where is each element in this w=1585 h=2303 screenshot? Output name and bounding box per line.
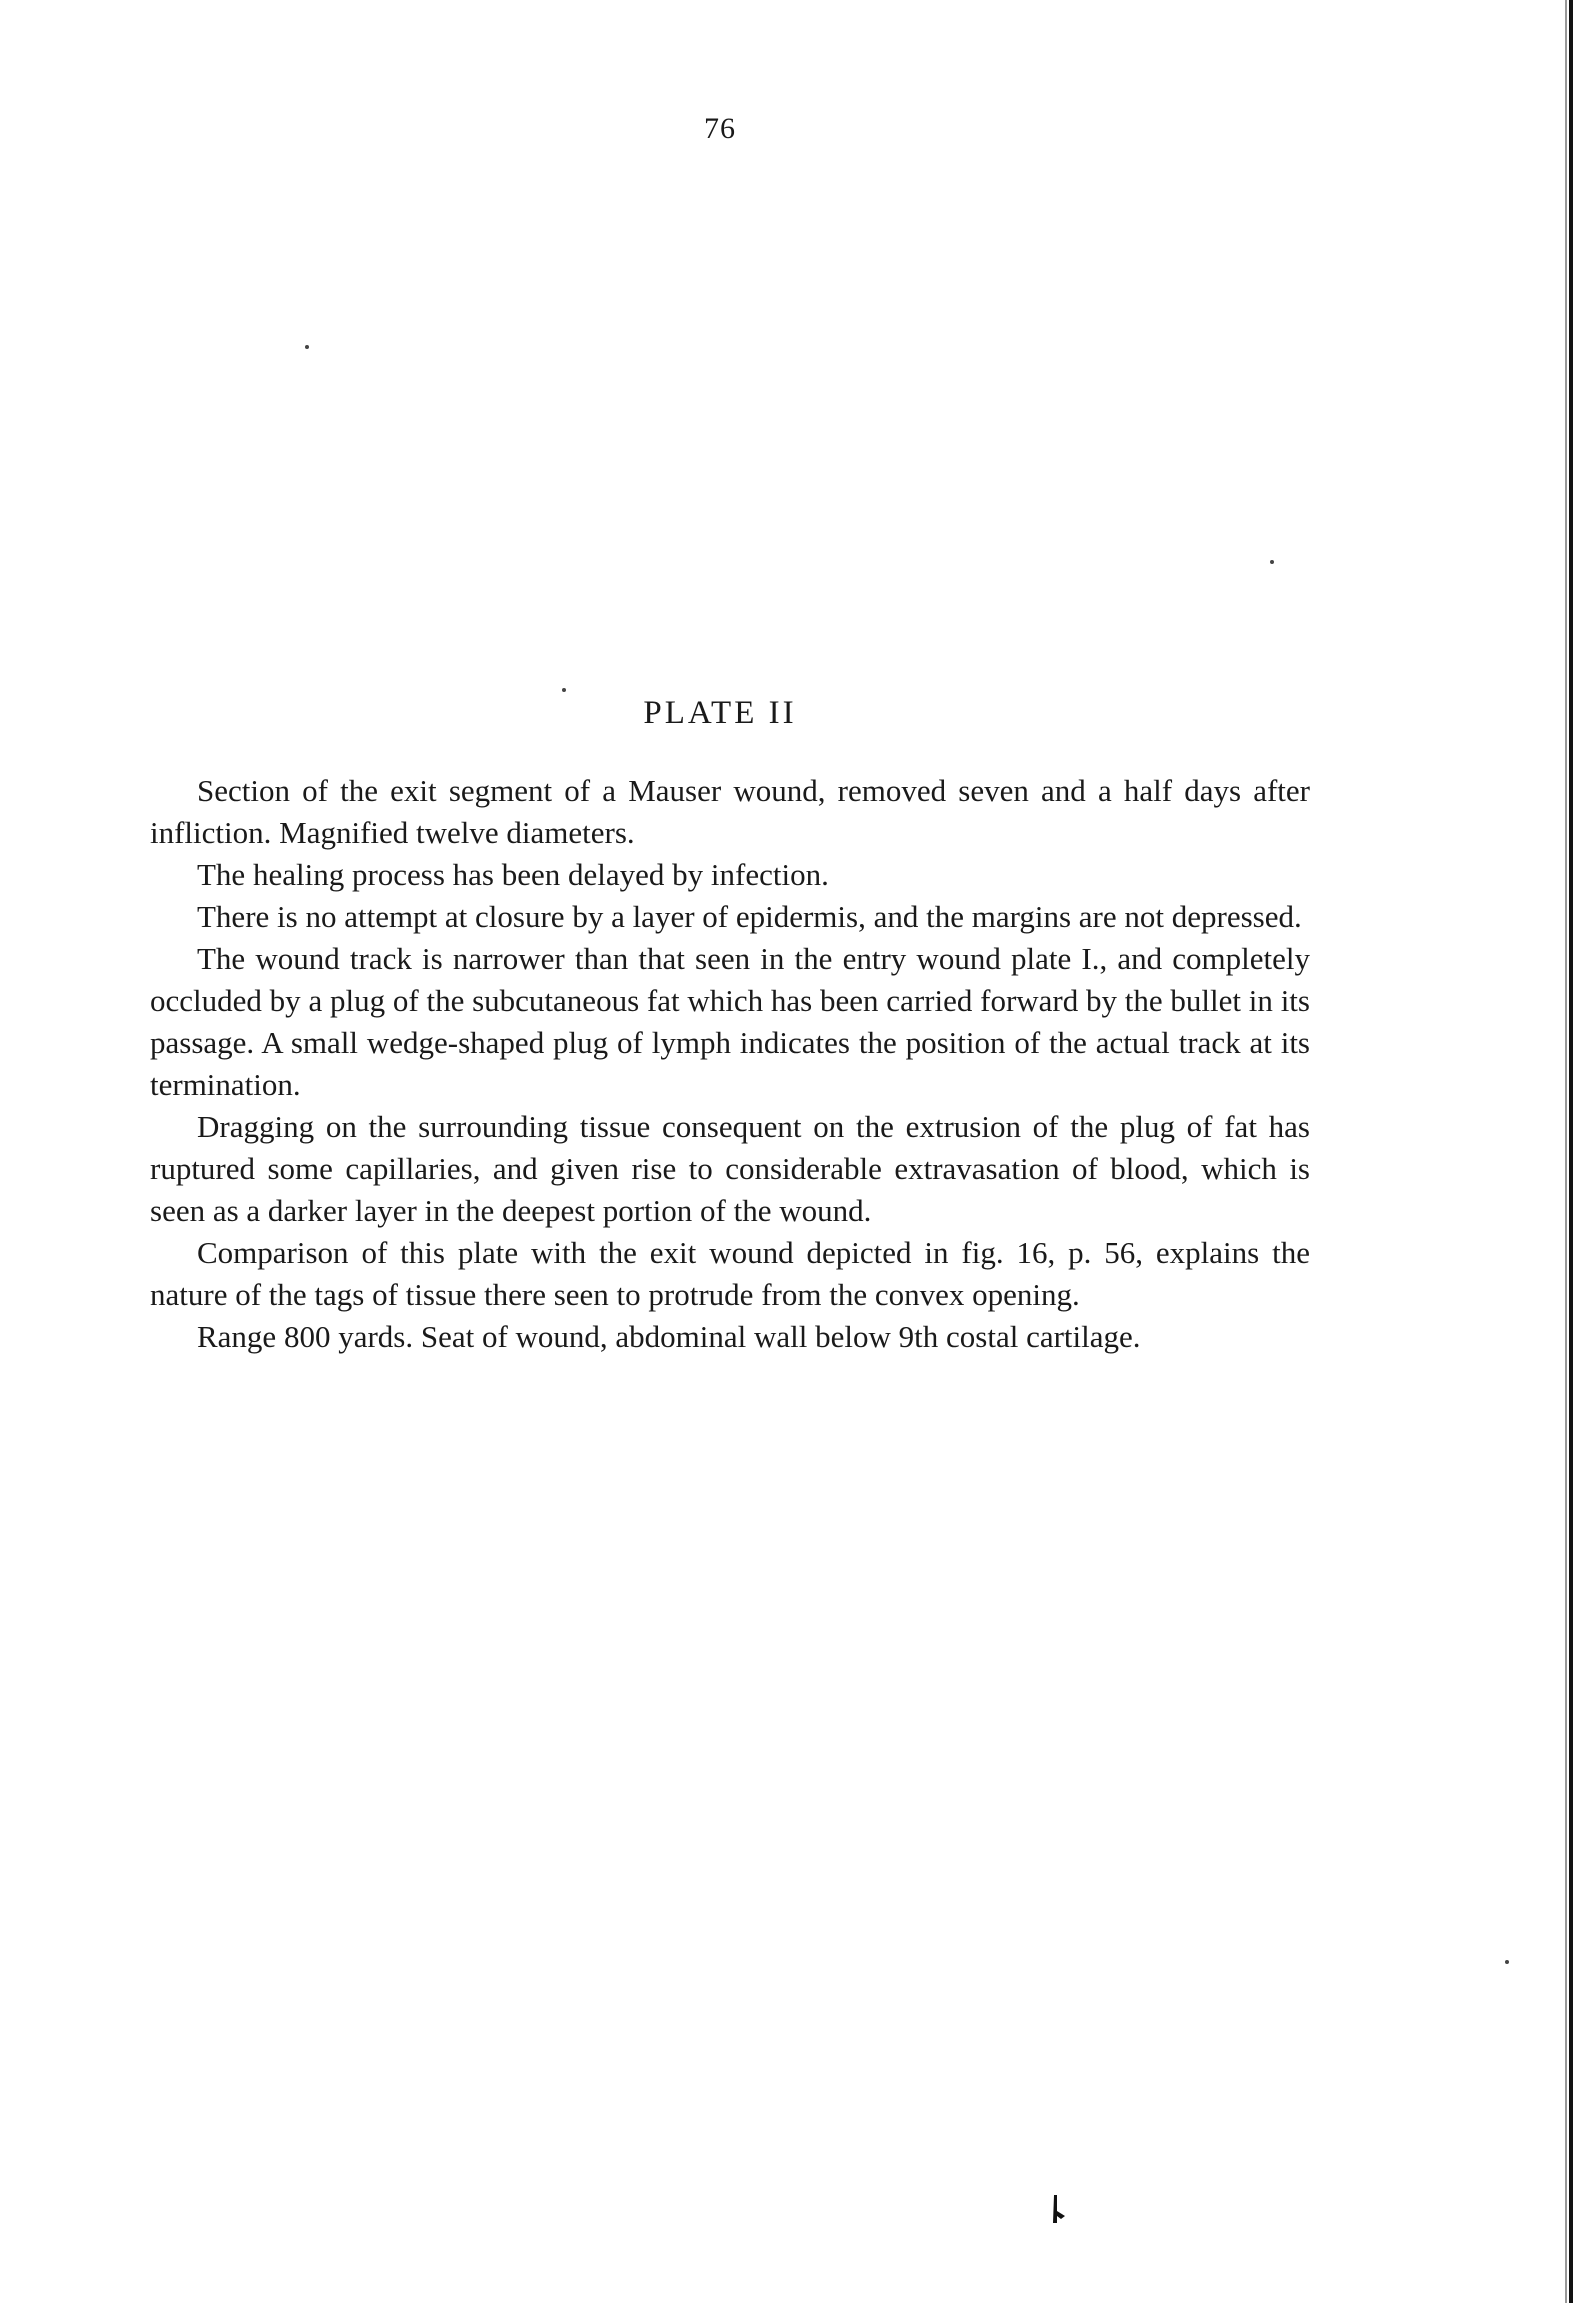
binding-edge-shadow: [1565, 0, 1567, 2303]
paragraph: There is no attempt at closure by a layer of epidermis, and the margins are not depressed.: [197, 899, 1302, 934]
page-number: 76: [704, 112, 736, 145]
paragraph: Range 800 yards. Seat of wound, abdominal wall below 9th costal cartilage.: [197, 1319, 1141, 1354]
scan-speck: [1270, 560, 1274, 564]
plate-description: [150, 770, 1310, 1358]
paragraph: Comparison of this plate with the exit wound depicted in fig. 16, p. 56, explains the nature of the tags of tissue there seen to protrude from the convex opening.: [150, 1235, 1310, 1312]
binding-edge: [1569, 0, 1573, 2303]
plate-heading: PLATE II: [643, 695, 797, 731]
scan-speck: [562, 688, 566, 692]
paragraph: Section of the exit segment of a Mauser wound, removed seven and a half days after infliction. Magnified twelve diameters.: [150, 773, 1310, 850]
ink-mark-icon: [1050, 2195, 1066, 2223]
scan-speck: [1505, 1960, 1509, 1964]
paragraph: Dragging on the surrounding tissue consequent on the extrusion of the plug of fat has ruptured some capillaries, and given rise to considerable extravasation of blood, which is seen as a darker layer in the deepest portion of the wound.: [150, 1109, 1310, 1228]
paragraph: The wound track is narrower than that seen in the entry wound plate I., and completely occluded by a plug of the subcutaneous fat which has been carried forward by the bullet in its passage. A small wedge-shaped plug of lymph indicates the position of the actual track at its termination.: [150, 941, 1310, 1102]
paragraph: The healing process has been delayed by infection.: [197, 857, 829, 892]
scan-speck: [305, 345, 309, 349]
